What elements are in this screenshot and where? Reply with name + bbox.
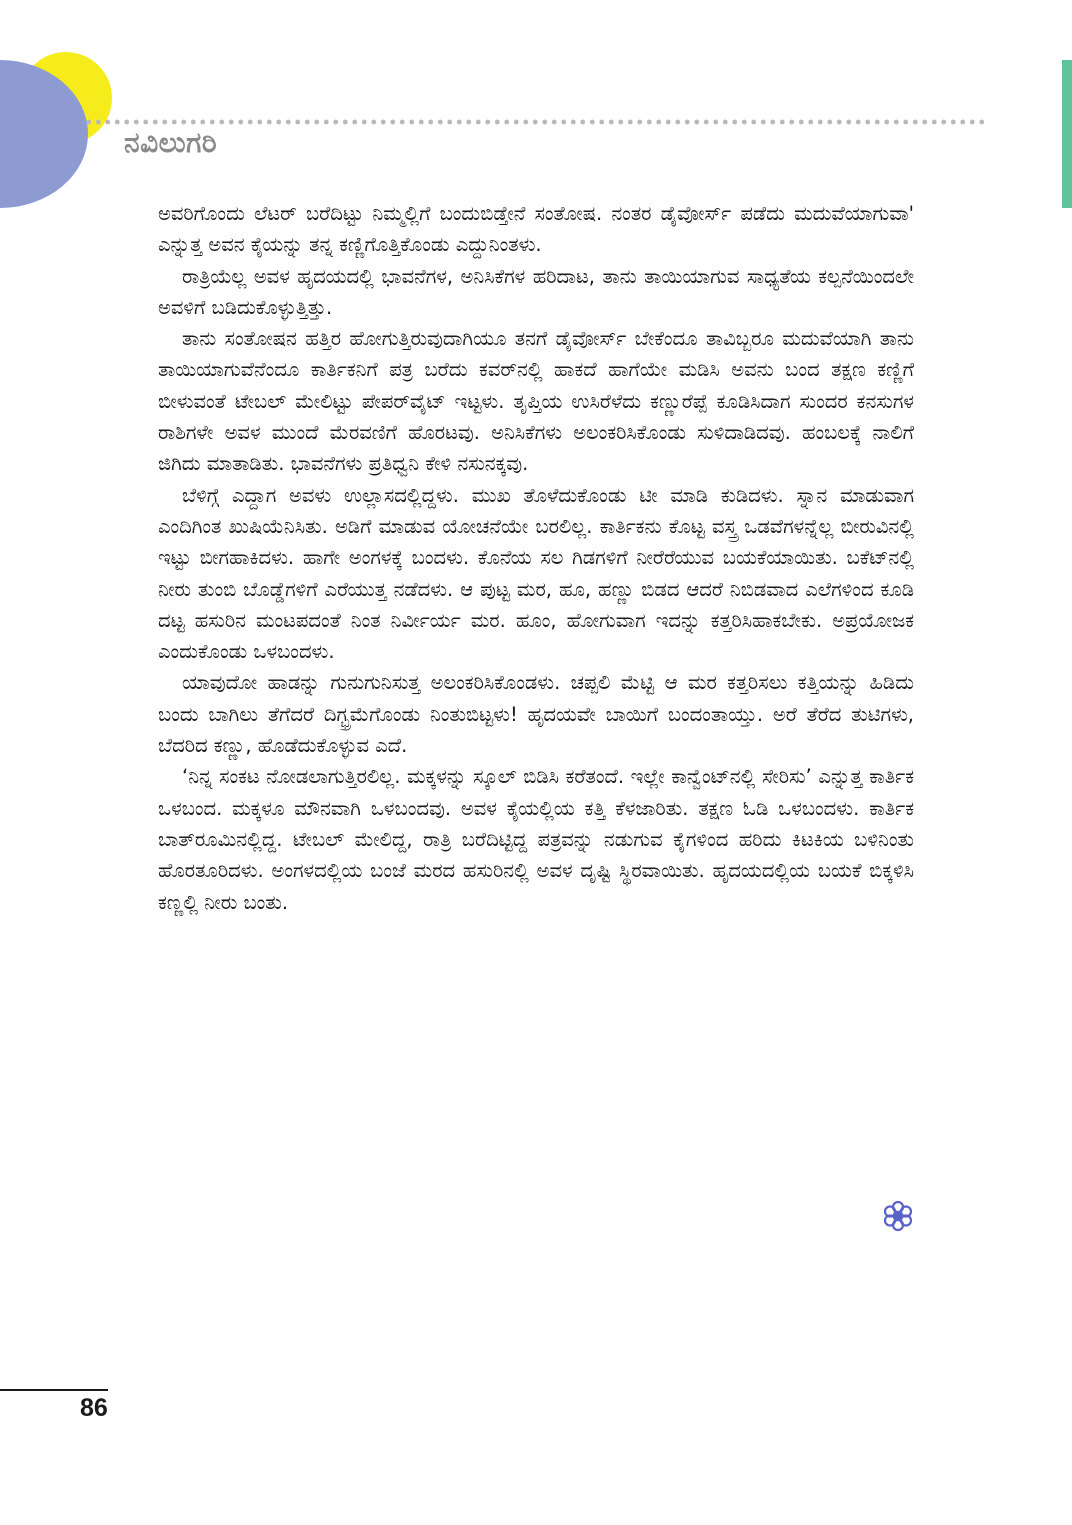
- paragraph: ಬೆಳಿಗ್ಗೆ ಎದ್ದಾಗ ಅವಳು ಉಲ್ಲಾಸದಲ್ಲಿದ್ದಳು. ಮುಖ ತೊಳೆದುಕೊಂಡು ಟೀ ಮಾಡಿ ಕುಡಿದಳು. ಸ್ನಾನ ಮಾಡುವಾಗ ಎಂದಿಗಿಂತ ಖುಷಿಯೆನಿಸಿತು. ಅಡಿಗೆ ಮಾಡುವ ಯೋಚನೆಯೇ ಬರಲಿಲ್ಲ. ಕಾರ್ತಿಕನು ಕೊಟ್ಟ ವಸ್ತ್ರ ಒಡವೆಗಳನ್ನೆಲ್ಲ ಬೀರುವಿನಲ್ಲಿ ಇಟ್ಟು ಬೀಗಹಾಕಿದಳು. ಹಾಗೇ ಅಂಗಳಕ್ಕೆ ಬಂದಳು. ಕೊನೆಯ ಸಲ ಗಿಡಗಳಿಗೆ ನೀರೆರೆಯುವ ಬಯಕೆಯಾಯಿತು. ಬಕೆಟ್‌ನಲ್ಲಿ ನೀರು ತುಂಬಿ ಬೊಡ್ಡೆಗಳಿಗೆ ಎರೆಯುತ್ತ ನಡೆದಳು. ಆ ಪುಟ್ಟ ಮರ, ಹೂ, ಹಣ್ಣು ಬಿಡದ ಆದರೆ ನಿಬಿಡವಾದ ಎಲೆಗಳಿಂದ ಕೂಡಿ ದಟ್ಟ ಹಸುರಿನ ಮಂಟಪದಂತೆ ನಿಂತ ನಿರ್ವೀರ್ಯ ಮರ. ಹೂಂ, ಹೋಗುವಾಗ ಇದನ್ನು ಕತ್ತರಿಸಿಹಾಕಬೇಕು. ಅಪ್ರಯೋಜಕ ಎಂದುಕೊಂಡು ಒಳಬಂದಳು.: [158, 483, 914, 664]
- chapter-tab-marker: [1062, 60, 1072, 208]
- paragraph: ತಾನು ಸಂತೋಷನ ಹತ್ತಿರ ಹೋಗುತ್ತಿರುವುದಾಗಿಯೂ ತನಗೆ ಡೈವೋರ್ಸ್ ಬೇಕೆಂದೂ ತಾವಿಬ್ಬರೂ ಮದುವೆಯಾಗಿ ತಾನು ತಾಯಿಯಾಗುವೆನೆಂದೂ ಕಾರ್ತಿಕನಿಗೆ ಪತ್ರ ಬರೆದು ಕವರ್‌ನಲ್ಲಿ ಹಾಕದೆ ಹಾಗೆಯೇ ಮಡಿಸಿ ಅವನು ಬಂದ ತಕ್ಷಣ ಕಣ್ಣಿಗೆ ಬೀಳುವಂತೆ ಟೇಬಲ್ ಮೇಲಿಟ್ಟು ಪೇಪರ್‌ವೈಟ್ ಇಟ್ಟಳು. ತೃಪ್ತಿಯ ಉಸಿರೆಳೆದು ಕಣ್ಣುರೆಪ್ಪೆ ಕೂಡಿಸಿದಾಗ ಸುಂದರ ಕನಸುಗಳ ರಾಶಿಗಳೇ ಅವಳ ಮುಂದೆ ಮೆರವಣಿಗೆ ಹೊರಟವು. ಅನಿಸಿಕೆಗಳು ಅಲಂಕರಿಸಿಕೊಂಡು ಸುಳಿದಾಡಿದವು. ಹಂಬಲಕ್ಕೆ ನಾಲಿಗೆ ಜಿಗಿದು ಮಾತಾಡಿತು. ಭಾವನೆಗಳು ಪ್ರತಿಧ್ವನಿ ಕೇಳಿ ನಸುನಕ್ಕವು.: [158, 327, 914, 476]
- footer-rule: [0, 1389, 108, 1391]
- dotted-header-rule: [84, 119, 988, 125]
- paragraph: ರಾತ್ರಿಯೆಲ್ಲ ಅವಳ ಹೃದಯದಲ್ಲಿ ಭಾವನೆಗಳ, ಅನಿಸಿಕೆಗಳ ಹರಿದಾಟ, ತಾನು ತಾಯಿಯಾಗುವ ಸಾಧ್ಯತೆಯ ಕಲ್ಪನೆಯಿಂದಲೇ ಅವಳಿಗೆ ಬಡಿದುಕೊಳ್ಳುತ್ತಿತ್ತು.: [158, 264, 914, 319]
- paragraph: ಅವರಿಗೊಂದು ಲೆಟರ್ ಬರೆದಿಟ್ಟು ನಿಮ್ಮಲ್ಲಿಗೆ ಬಂದುಬಿಡ್ತೇನೆ ಸಂತೋಷ. ನಂತರ ಡೈವೋರ್ಸ್ ಪಡೆದು ಮದುವೆಯಾಗುವಾ' ಎನ್ನುತ್ತ ಅವನ ಕೈಯನ್ನು ತನ್ನ ಕಣ್ಣಿಗೊತ್ತಿಕೊಂಡು ಎದ್ದುನಿಂತಳು.: [158, 202, 914, 257]
- page-number: 86: [80, 1394, 108, 1422]
- paragraph: ಯಾವುದೋ ಹಾಡನ್ನು ಗುನುಗುನಿಸುತ್ತ ಅಲಂಕರಿಸಿಕೊಂಡಳು. ಚಪ್ಪಲಿ ಮೆಟ್ಟಿ ಆ ಮರ ಕತ್ತರಿಸಲು ಕತ್ತಿಯನ್ನು ಹಿಡಿದು ಬಂದು ಬಾಗಿಲು ತೆಗೆದರೆ ದಿಗ್ಭ್ರಮೆಗೊಂಡು ನಿಂತುಬಿಟ್ಟಳು! ಹೃದಯವೇ ಬಾಯಿಗೆ ಬಂದಂತಾಯ್ತು. ಅರೆ ತೆರೆದ ತುಟಿಗಳು, ಬೆದರಿದ ಕಣ್ಣು, ಹೊಡೆದುಕೊಳ್ಳುವ ಎದೆ.: [158, 671, 914, 758]
- running-header-title: ನವಿಲುಗರಿ: [124, 126, 218, 159]
- flower-icon: [881, 1199, 915, 1233]
- paragraph: ‘ನಿನ್ನ ಸಂಕಟ ನೋಡಲಾಗುತ್ತಿರಲಿಲ್ಲ. ಮಕ್ಕಳನ್ನು ಸ್ಕೂಲ್ ಬಿಡಿಸಿ ಕರೆತಂದೆ. ಇಲ್ಲೇ ಕಾನ್ವೆಂಟ್‌ನಲ್ಲಿ ಸೇರಿಸು’ ಎನ್ನುತ್ತ ಕಾರ್ತಿಕ ಒಳಬಂದ. ಮಕ್ಕಳೂ ಮೌನವಾಗಿ ಒಳಬಂದವು. ಅವಳ ಕೈಯಲ್ಲಿಯ ಕತ್ತಿ ಕೆಳಜಾರಿತು. ತಕ್ಷಣ ಓಡಿ ಒಳಬಂದಳು. ಕಾರ್ತಿಕ ಬಾತ್‌ರೂಮಿನಲ್ಲಿದ್ದ. ಟೇಬಲ್ ಮೇಲಿದ್ದ, ರಾತ್ರಿ ಬರೆದಿಟ್ಟಿದ್ದ ಪತ್ರವನ್ನು ನಡುಗುವ ಕೈಗಳಿಂದ ಹರಿದು ಕಿಟಕಿಯ ಬಳಿನಿಂತು ಹೊರತೂರಿದಳು. ಅಂಗಳದಲ್ಲಿಯ ಬಂಜೆ ಮರದ ಹಸುರಿನಲ್ಲಿ ಅವಳ ದೃಷ್ಟಿ ಸ್ಥಿರವಾಯಿತು. ಹೃದಯದಲ್ಲಿಯ ಬಯಕೆ ಬಿಕ್ಕಳಿಸಿ ಕಣ್ಣಲ್ಲಿ ನೀರು ಬಂತು.: [158, 765, 914, 914]
- body-text: [158, 198, 914, 918]
